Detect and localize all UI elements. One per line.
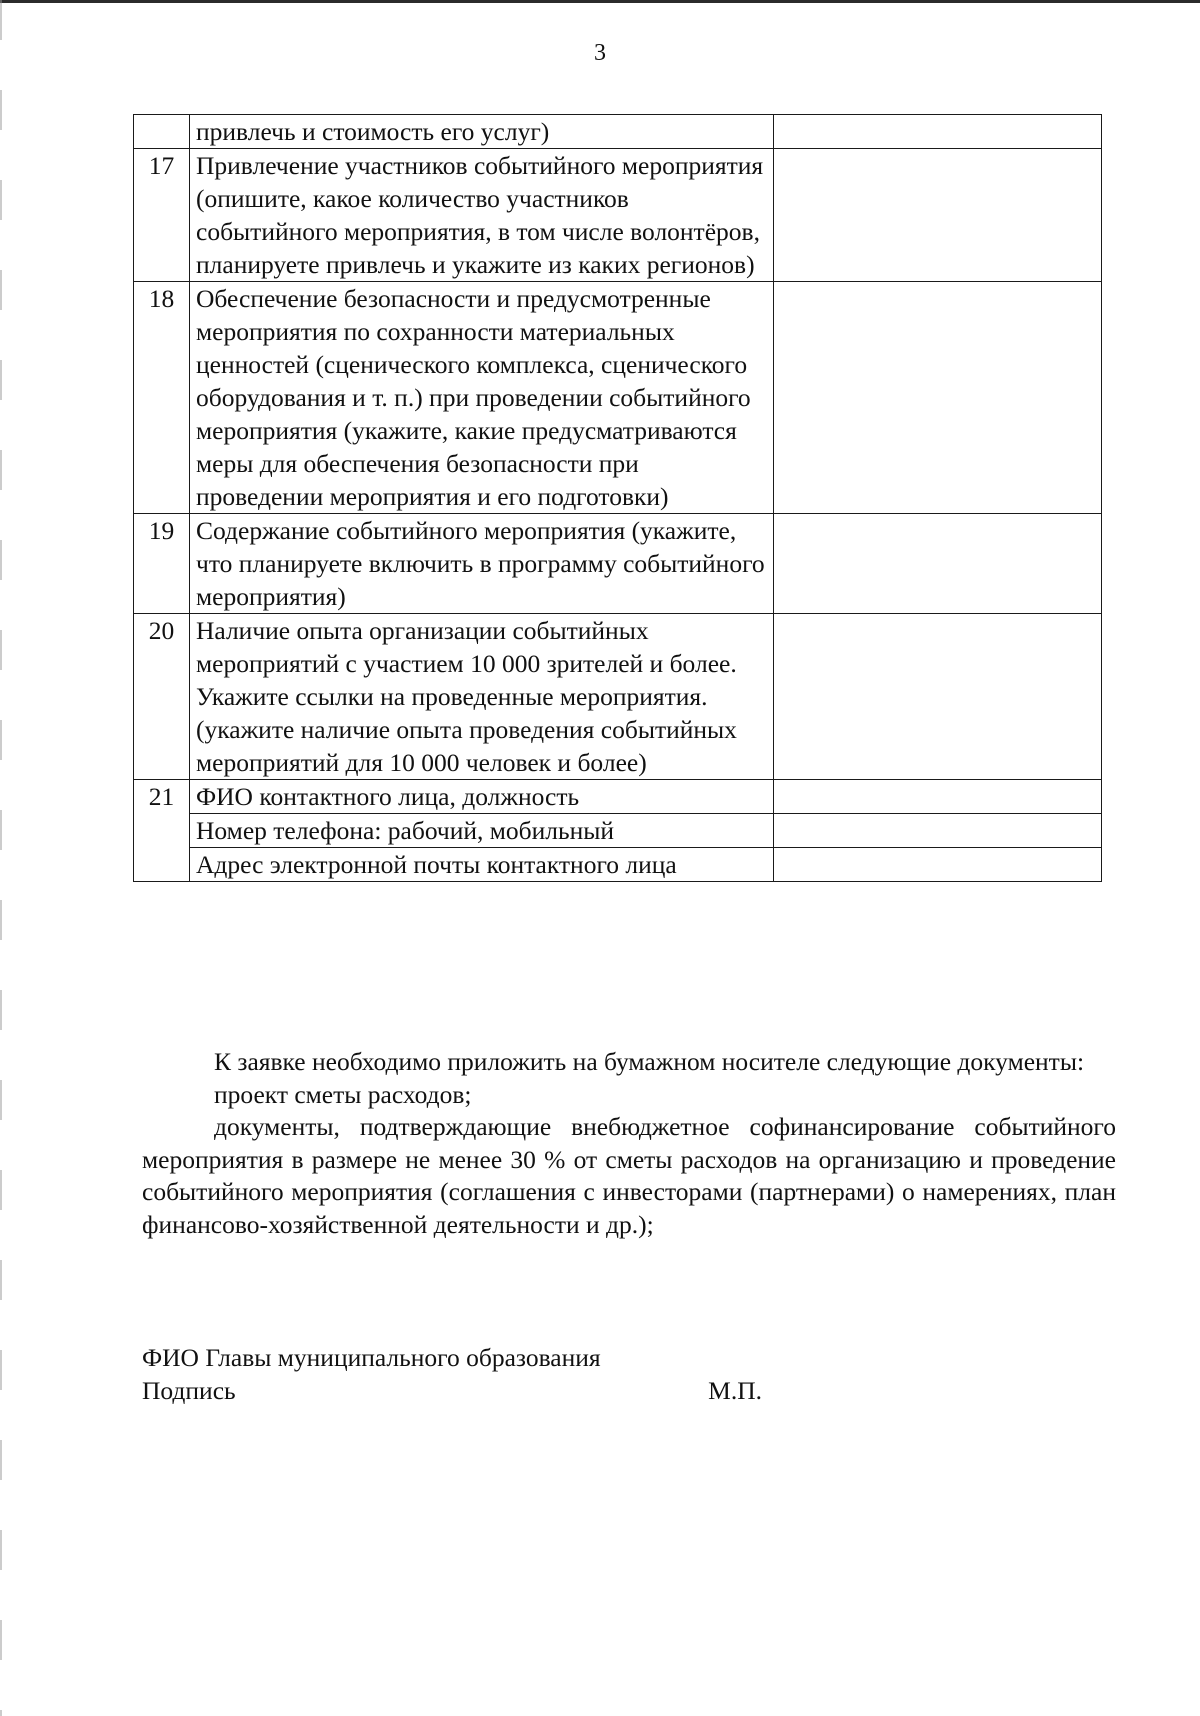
attachment-item: проект сметы расходов; xyxy=(214,1079,472,1109)
table-row xyxy=(134,282,1102,514)
page-number: 3 xyxy=(594,40,606,66)
scan-left-edge xyxy=(0,0,2,1716)
row-question: Обеспечение безопасности и предусмотренные мероприятия по сохранности материальных ценностей (сценического комплекса, сценического оборудования и т. п.) при проведении событийного мероприятия (укажите, какие предусматриваются меры для обеспечения безопасности при проведении мероприятия и его подготовки) xyxy=(190,282,774,514)
row-answer-cell[interactable] xyxy=(774,149,1102,282)
table-row xyxy=(134,780,1102,814)
row-question: Адрес электронной почты контактного лица xyxy=(190,848,774,882)
row-number xyxy=(134,115,190,149)
row-question: ФИО контактного лица, должность xyxy=(190,780,774,814)
row-answer-cell[interactable] xyxy=(774,814,1102,848)
attachment-item: документы, подтверждающие внебюджетное софинансирование событийного мероприятия в размере не менее 30 % от сметы расходов на организацию и проведение событийного мероприятия (соглашения с инвесторами (партнерами) о намерениях, план финансово-хозяйственной деятельности и др.); xyxy=(142,1112,1116,1239)
attachments-section xyxy=(142,1046,1116,1241)
signature-row xyxy=(142,1375,762,1408)
row-number: 19 xyxy=(134,514,190,614)
row-question: Номер телефона: рабочий, мобильный xyxy=(190,814,774,848)
row-number: 20 xyxy=(134,614,190,780)
row-number: 18 xyxy=(134,282,190,514)
row-answer-cell[interactable] xyxy=(774,848,1102,882)
stamp-label: М.П. xyxy=(708,1375,762,1405)
row-number: 17 xyxy=(134,149,190,282)
row-question: Наличие опыта организации событийных мероприятий с участием 10 000 зрителей и более. Укажите ссылки на проведенные мероприятия. (укажите наличие опыта проведения событийных мероприятий для 10 000 человек и более) xyxy=(190,614,774,780)
head-name-label: ФИО Главы муниципального образования xyxy=(142,1343,601,1372)
attachments-intro: К заявке необходимо приложить на бумажном носителе следующие документы: xyxy=(214,1047,1085,1076)
table-row xyxy=(134,115,1102,149)
row-answer-cell[interactable] xyxy=(774,115,1102,149)
row-answer-cell[interactable] xyxy=(774,780,1102,814)
table-row xyxy=(134,514,1102,614)
table-row xyxy=(134,149,1102,282)
table-row xyxy=(134,614,1102,780)
signature-block xyxy=(142,1342,762,1407)
row-number: 21 xyxy=(134,780,190,882)
row-answer-cell[interactable] xyxy=(774,282,1102,514)
table-row xyxy=(134,848,1102,882)
row-question: привлечь и стоимость его услуг) xyxy=(190,115,774,149)
table-row xyxy=(134,814,1102,848)
row-question: Содержание событийного мероприятия (укажите, что планируете включить в программу событийного мероприятия) xyxy=(190,514,774,614)
row-answer-cell[interactable] xyxy=(774,614,1102,780)
row-question: Привлечение участников событийного мероприятия (опишите, какое количество участников событийного мероприятия, в том числе волонтёров, планируете привлечь и укажите из каких регионов) xyxy=(190,149,774,282)
application-form-table xyxy=(133,114,1102,882)
signature-label: Подпись xyxy=(142,1375,236,1405)
row-answer-cell[interactable] xyxy=(774,514,1102,614)
scan-top-edge xyxy=(0,0,1200,3)
